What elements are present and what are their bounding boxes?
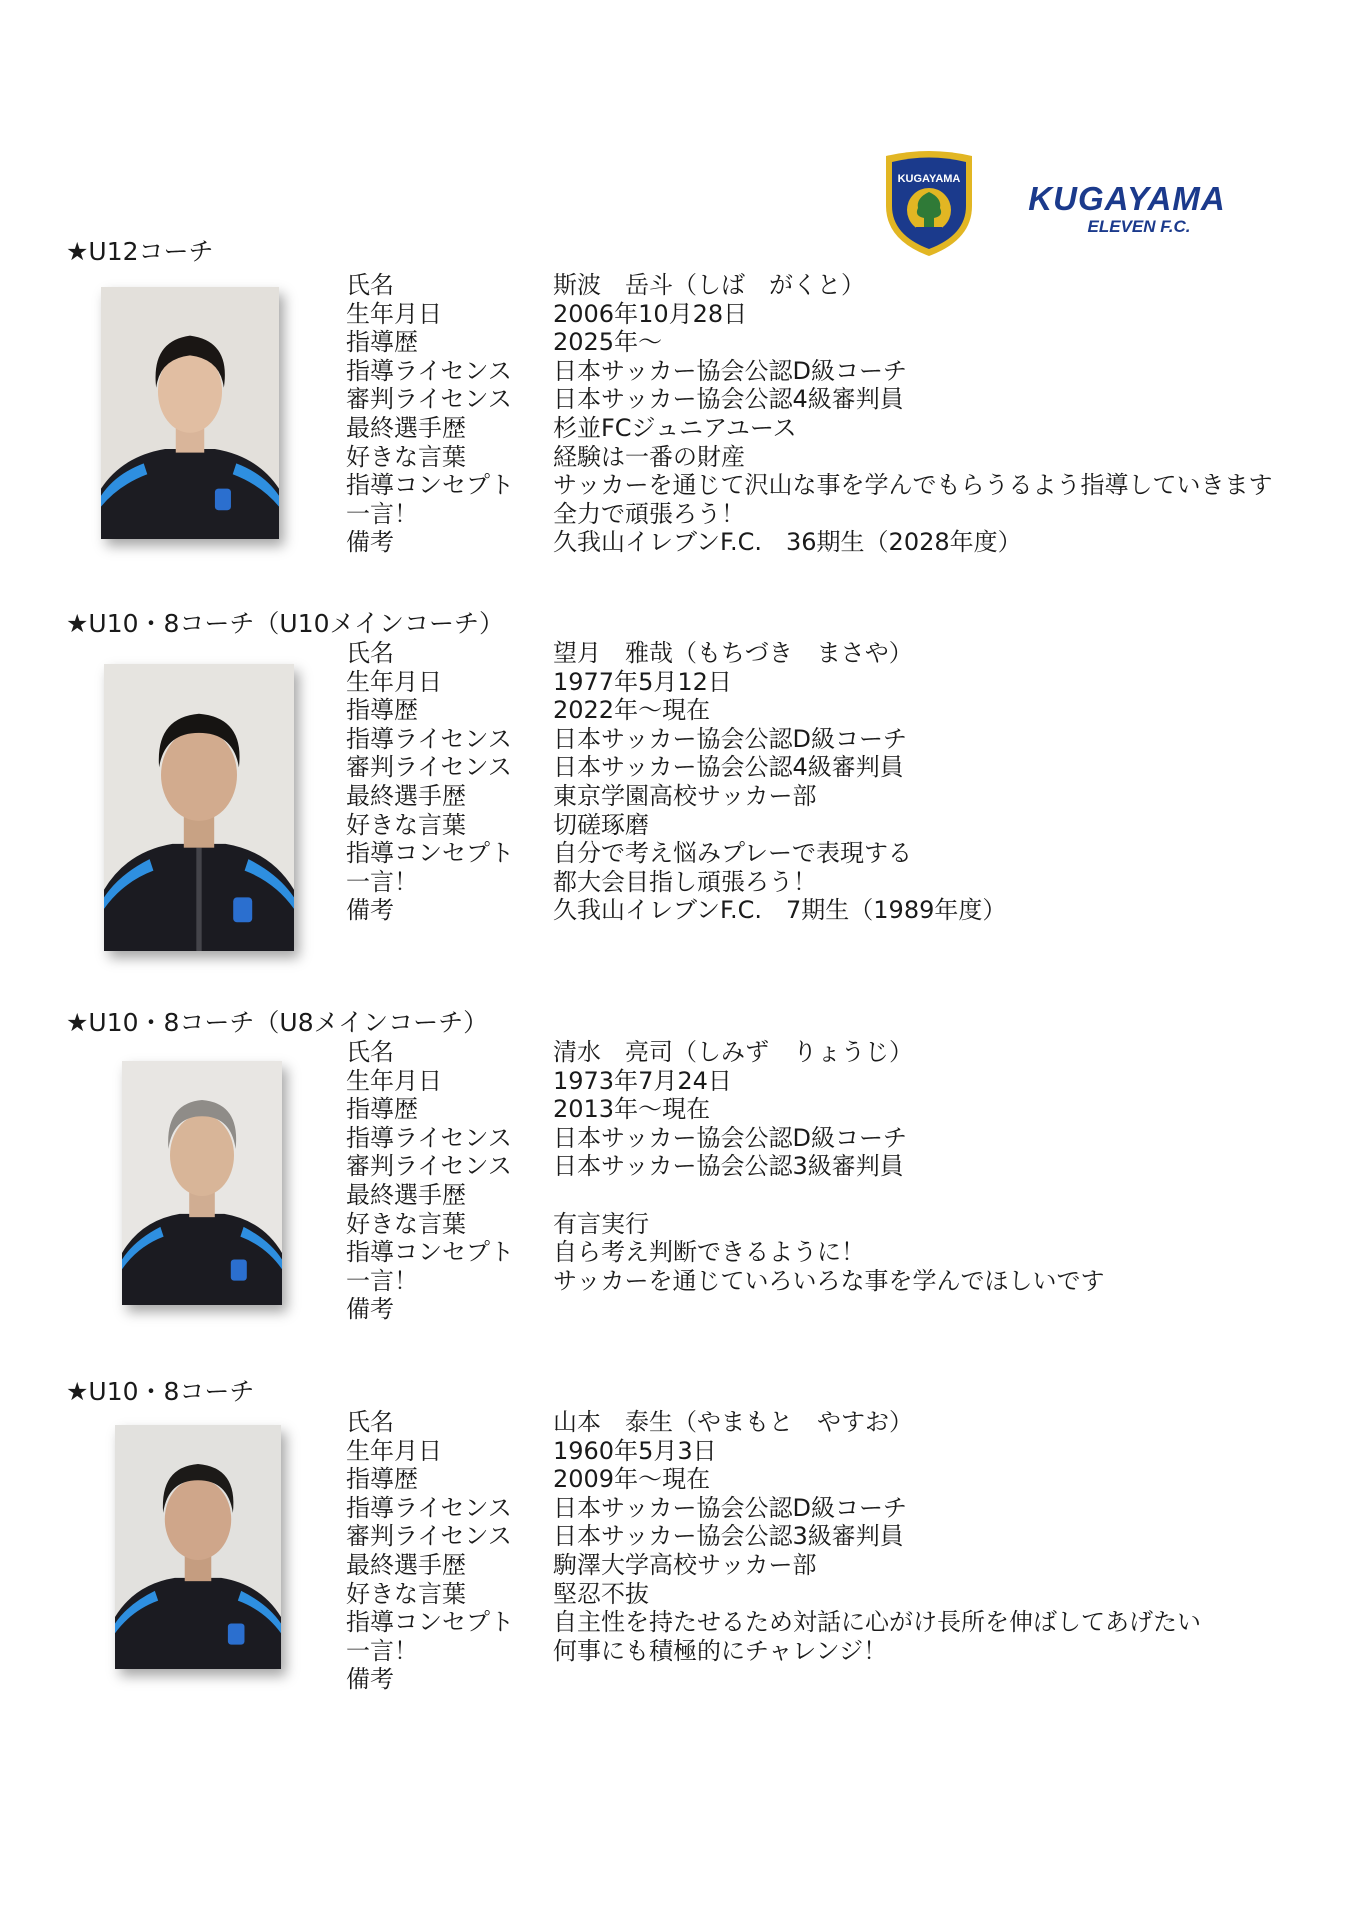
value-referee-license: 日本サッカー協会公認4級審判員 [553,753,904,782]
value-name: 望月 雅哉（もちづき まさや） [553,639,913,667]
value-name: 山本 泰生（やまもと やすお） [553,1408,913,1436]
label-message: 一言！ [346,1266,418,1295]
label-notes: 備考 [346,896,394,925]
wordmark-line2: ELEVEN F.C. [1087,217,1191,236]
club-wordmark [1007,180,1247,240]
value-message: 何事にも積極的にチャレンジ！ [553,1636,888,1665]
label-coaching-license: 指導ライセンス [346,1123,512,1152]
crest-text: KUGAYAMA [897,173,961,185]
value-message: 都大会目指し頑張ろう！ [553,867,817,896]
coach-photo [115,1425,281,1669]
value-referee-license: 日本サッカー協会公認3級審判員 [553,1152,904,1181]
label-birthdate: 生年月日 [346,667,442,696]
section-title: ★U10・8コーチ（U8メインコーチ） [66,1008,489,1037]
section-title: ★U10・8コーチ（U10メインコーチ） [66,609,505,638]
label-name: 氏名 [346,271,394,299]
label-referee-license: 審判ライセンス [346,385,512,414]
value-birthdate: 1973年7月24日 [553,1066,732,1095]
value-message: サッカーを通じていろいろな事を学んでほしいです [553,1266,1105,1295]
label-coaching-history: 指導歴 [346,1095,418,1124]
value-coaching-license: 日本サッカー協会公認D級コーチ [553,1493,907,1522]
label-message: 一言！ [346,499,418,528]
label-last-team: 最終選手歴 [346,781,466,810]
value-last-team: 杉並FCジュニアユース [553,413,797,442]
label-birthdate: 生年月日 [346,1066,442,1095]
label-favorite-words: 好きな言葉 [346,810,466,839]
value-coaching-concept: 自ら考え判断できるように！ [553,1238,865,1267]
label-coaching-license: 指導ライセンス [346,1493,512,1522]
label-favorite-words: 好きな言葉 [346,442,466,471]
value-coaching-history: 2022年～現在 [553,696,711,725]
section-title: ★U10・8コーチ [66,1377,255,1406]
value-favorite-words: 堅忍不抜 [553,1579,649,1608]
label-coaching-license: 指導ライセンス [346,356,512,385]
value-coaching-concept: 自分で考え悩みプレーで表現する [553,839,913,868]
value-coaching-concept: 自主性を持たせるため対話に心がけ長所を伸ばしてあげたい [553,1608,1201,1637]
label-notes: 備考 [346,1295,394,1324]
value-coaching-history: 2025年～ [553,328,663,357]
label-coaching-history: 指導歴 [346,328,418,357]
label-favorite-words: 好きな言葉 [346,1209,466,1238]
value-favorite-words: 有言実行 [553,1209,649,1238]
value-coaching-license: 日本サッカー協会公認D級コーチ [553,356,907,385]
section-title: ★U12コーチ [66,237,214,266]
value-coaching-license: 日本サッカー協会公認D級コーチ [553,724,907,753]
label-referee-license: 審判ライセンス [346,753,512,782]
value-message: 全力で頑張ろう！ [553,499,745,528]
label-name: 氏名 [346,639,394,667]
value-referee-license: 日本サッカー協会公認3級審判員 [553,1522,904,1551]
label-name: 氏名 [346,1408,394,1436]
label-notes: 備考 [346,1665,394,1694]
value-favorite-words: 経験は一番の財産 [553,442,745,471]
value-referee-license: 日本サッカー協会公認4級審判員 [553,385,904,414]
coach-photo [122,1061,282,1305]
value-name: 斯波 岳斗（しば がくと） [553,271,865,299]
label-last-team: 最終選手歴 [346,1550,466,1579]
value-coaching-history: 2013年～現在 [553,1095,711,1124]
label-birthdate: 生年月日 [346,1436,442,1465]
label-name: 氏名 [346,1038,394,1066]
coach-section-2 [0,609,1357,969]
label-birthdate: 生年月日 [346,299,442,328]
value-birthdate: 1960年5月3日 [553,1436,717,1465]
coach-section-3 [0,1008,1357,1348]
value-coaching-history: 2009年～現在 [553,1465,711,1494]
value-notes: 久我山イレブンF.C. 36期生（2028年度） [553,528,1022,557]
label-coaching-concept: 指導コンセプト [346,1238,514,1267]
value-coaching-license: 日本サッカー協会公認D級コーチ [553,1123,907,1152]
label-coaching-concept: 指導コンセプト [346,471,514,500]
value-notes: 久我山イレブンF.C. 7期生（1989年度） [553,896,1007,925]
label-coaching-history: 指導歴 [346,696,418,725]
value-birthdate: 1977年5月12日 [553,667,732,696]
label-coaching-concept: 指導コンセプト [346,1608,514,1637]
label-coaching-history: 指導歴 [346,1465,418,1494]
label-notes: 備考 [346,528,394,557]
label-referee-license: 審判ライセンス [346,1152,512,1181]
coach-section-4 [0,1377,1357,1717]
value-birthdate: 2006年10月28日 [553,299,748,328]
label-message: 一言！ [346,867,418,896]
value-name: 清水 亮司（しみず りょうじ） [553,1038,913,1066]
label-referee-license: 審判ライセンス [346,1522,512,1551]
label-favorite-words: 好きな言葉 [346,1579,466,1608]
wordmark-line1: KUGAYAMA [1028,180,1226,217]
value-coaching-concept: サッカーを通じて沢山な事を学んでもらうるよう指導していきます [553,471,1273,500]
label-message: 一言！ [346,1636,418,1665]
coach-photo [101,287,279,539]
value-last-team: 駒澤大学高校サッカー部 [553,1550,817,1579]
value-favorite-words: 切磋琢磨 [553,810,649,839]
label-last-team: 最終選手歴 [346,1180,466,1209]
coach-section-1 [0,237,1357,577]
label-coaching-license: 指導ライセンス [346,724,512,753]
label-coaching-concept: 指導コンセプト [346,839,514,868]
label-last-team: 最終選手歴 [346,413,466,442]
value-last-team: 東京学園高校サッカー部 [553,781,817,810]
coach-photo [104,664,294,951]
